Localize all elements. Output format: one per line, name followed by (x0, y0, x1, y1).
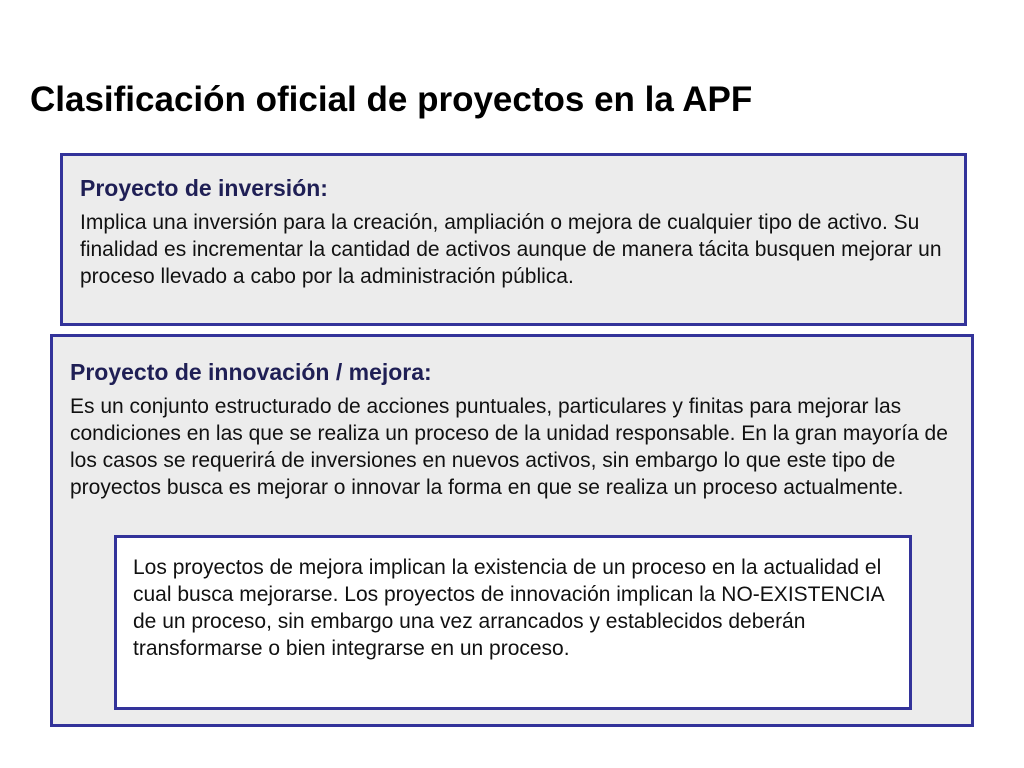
innovation-vs-improvement-note (114, 535, 912, 710)
investment-project-heading: Proyecto de inversión: (80, 175, 328, 201)
investment-project-box (60, 153, 967, 326)
slide-title: Clasificación oficial de proyectos en la APF (30, 80, 753, 119)
innovation-project-heading: Proyecto de innovación / mejora: (70, 359, 432, 385)
innovation-project-description: Es un conjunto estructurado de acciones puntuales, particulares y finitas para mejorar las condiciones en las que se realiza un proceso de la unidad responsable. En la gran mayoría de los casos se requerirá de inversiones en nuevos activos, sin embargo lo que este tipo de proyectos busca es mejorar o innovar la forma en que se realiza un proceso actualmente. (70, 395, 948, 499)
note-text: Los proyectos de mejora implican la existencia de un proceso en la actualidad el cual busca mejorarse. Los proyectos de innovación implican la NO-EXISTENCIA de un proceso, sin embargo una vez arrancados y establecidos deberán transformarse o bien integrarse en un proceso. (133, 556, 884, 660)
investment-project-description: Implica una inversión para la creación, ampliación o mejora de cualquier tipo de activo. Su finalidad es incrementar la cantidad de activos aunque de manera tácita busquen mejorar un proceso llevado a cabo por la administración pública. (80, 211, 942, 288)
